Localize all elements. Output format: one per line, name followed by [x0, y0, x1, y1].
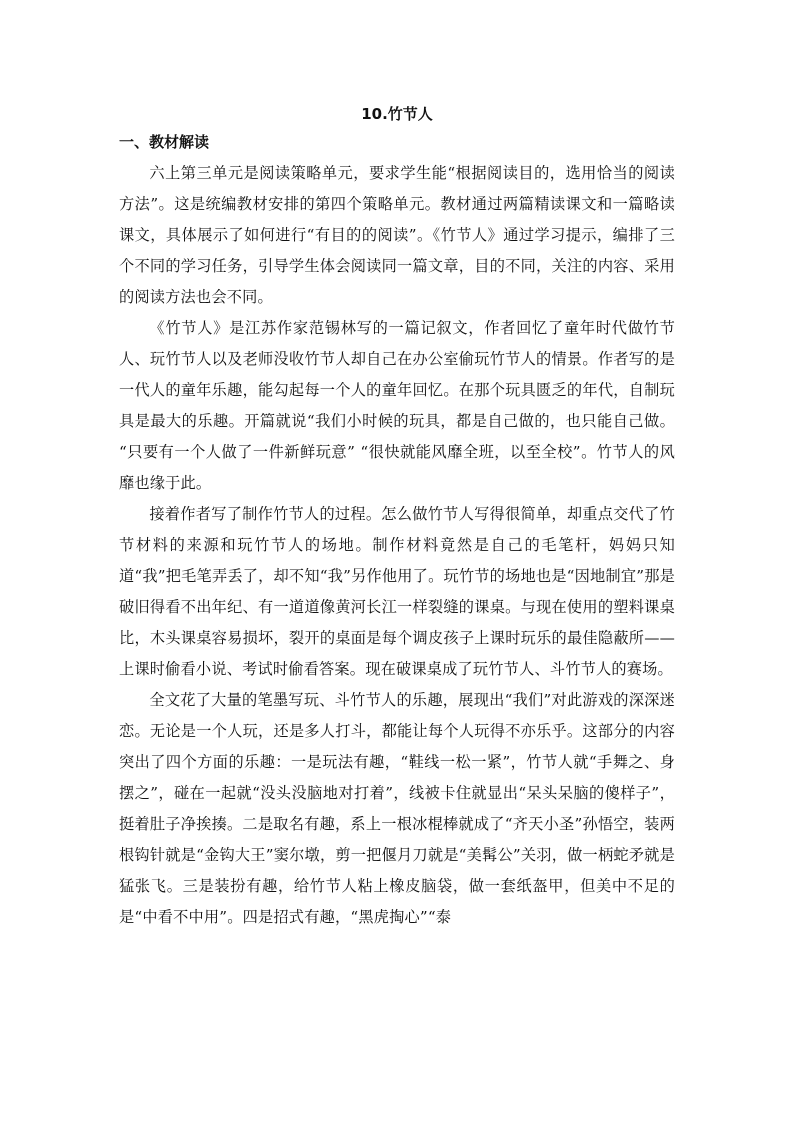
paragraph-4: 全文花了大量的笔墨写玩、斗竹节人的乐趣，展现出“我们”对此游戏的深深迷恋。无论是一个人玩，还是多人打斗，都能让每个人玩得不亦乐乎。这部分的内容突出了四个方面的乐趣：一是玩法有趣，“鞋线一松一紧”，竹节人就“手舞之、身摆之”，碰在一起就“没头没脑地对打着”，线被卡住就显出“呆头呆脑的傻样子”，挺着肚子净挨揍。二是取名有趣，系上一根冰棍棒就成了“齐天小圣”孙悟空，装两根钩针就是“金钩大王”窦尔墩，剪一把偃月刀就是“美髯公”关羽，做一柄蛇矛就是猛张飞。三是装扮有趣，给竹节人粘上橡皮脑袋，做一套纸盔甲，但美中不足的是“中看不中用”。四是招式有趣，“黑虎掏心”“泰 — [119, 691, 675, 926]
section-heading: 一、教材解读 — [119, 133, 210, 151]
document-page — [119, 100, 675, 933]
paragraph-1: 六上第三单元是阅读策略单元，要求学生能“根据阅读目的，选用恰当的阅读方法”。这是统编教材安排的第四个策略单元。教材通过两篇精读课文和一篇略读课文，具体展示了如何进行“有目的的阅读”。《竹节人》通过学习提示，编排了三个不同的学习任务，引导学生体会阅读同一篇文章，目的不同，关注的内容、采用的阅读方法也会不同。 — [119, 164, 675, 306]
paragraph-2: 《竹节人》是江苏作家范锡林写的一篇记叙文，作者回忆了童年时代做竹节人、玩竹节人以及老师没收竹节人却自己在办公室偷玩竹节人的情景。作者写的是一代人的童年乐趣，能勾起每一个人的童年回忆。在那个玩具匮乏的年代，自制玩具是最大的乐趣。开篇就说“我们小时候的玩具，都是自己做的，也只能自己做。 “只要有一个人做了一件新鲜玩意” “很快就能风靡全班，以至全校”。竹节人的风靡也缘于此。 — [119, 319, 675, 492]
paragraph-3: 接着作者写了制作竹节人的过程。怎么做竹节人写得很简单，却重点交代了竹节材料的来源和玩竹节人的场地。制作材料竟然是自己的毛笔杆，妈妈只知道“我”把毛笔弄丢了，却不知“我”另作他用了。玩竹节的场地也是“因地制宜”那是破旧得看不出年纪、有一道道像黄河长江一样裂缝的课桌。与现在使用的塑料课桌比，木头课桌容易损坏，裂开的桌面是每个调皮孩子上课时玩乐的最佳隐蔽所——上课时偷看小说、考试时偷看答案。现在破课桌成了玩竹节人、斗竹节人的赛场。 — [119, 505, 675, 678]
document-title: 10.竹节人 — [361, 105, 433, 123]
